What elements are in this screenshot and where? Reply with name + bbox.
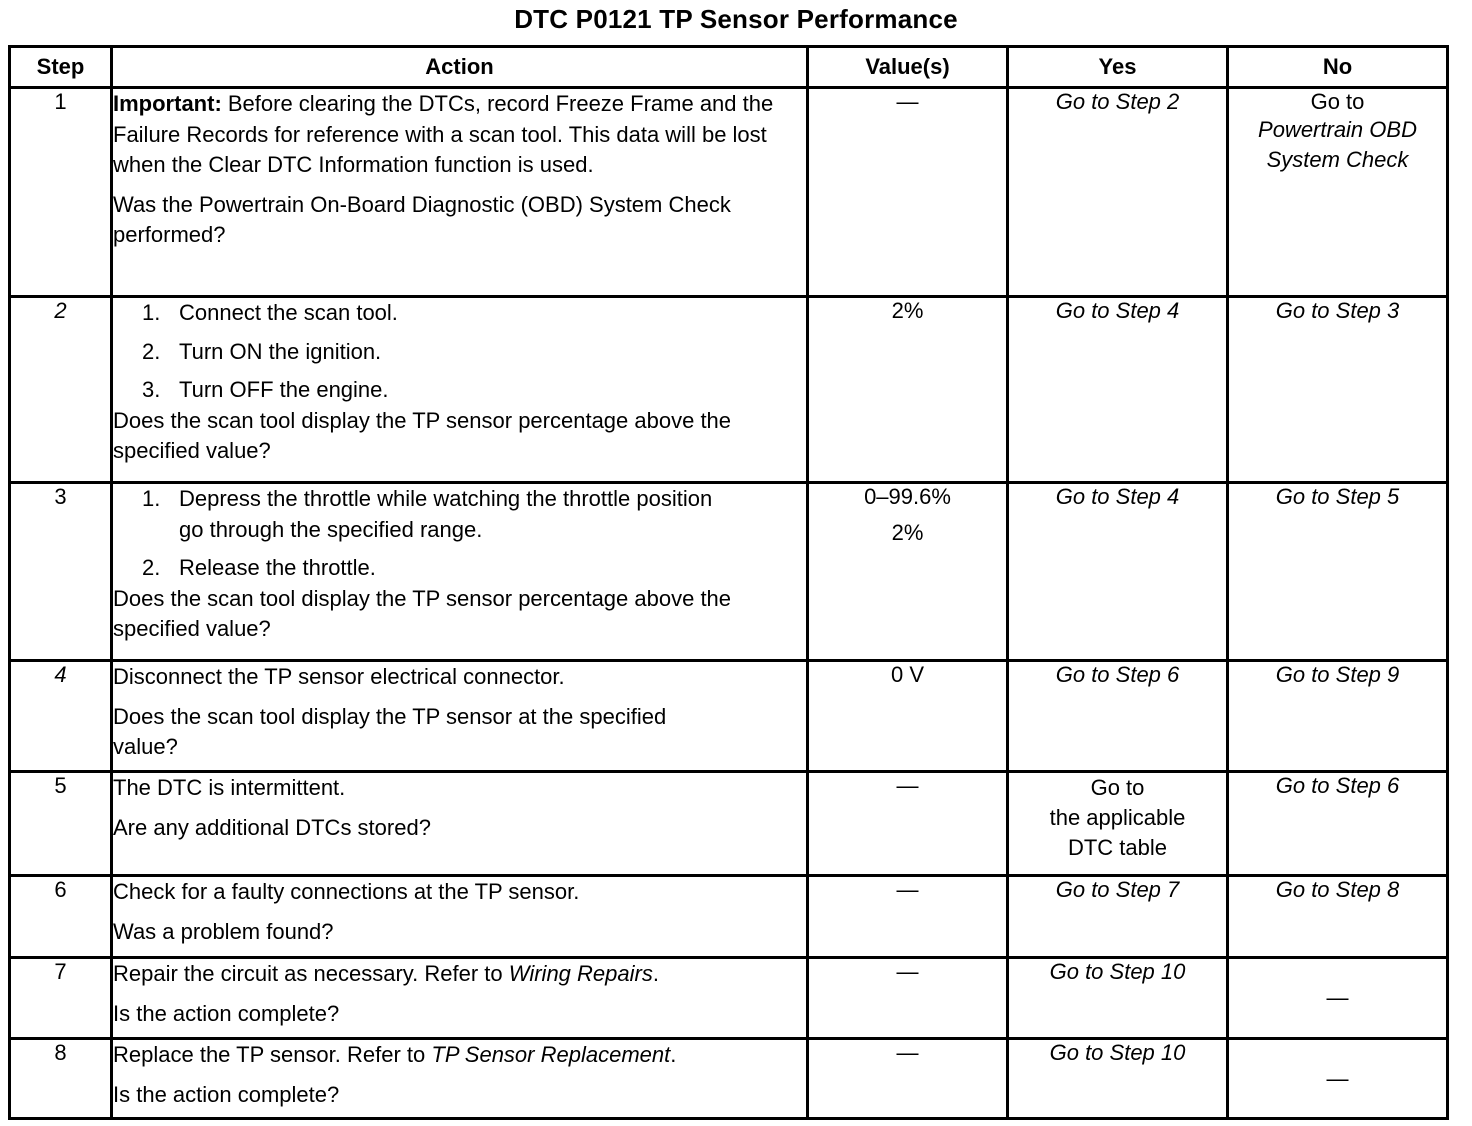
yes-applicable-dtc-table[interactable]: Go to the applicable DTC table — [1008, 772, 1228, 876]
step-number: 6 — [10, 876, 112, 958]
action-text: The DTC is intermittent. — [113, 775, 346, 800]
no-link-powertrain-obd-system-check[interactable]: Powertrain OBD System Check — [1258, 117, 1417, 172]
action-list — [113, 484, 806, 584]
action-question: Does the scan tool display the TP sensor at the specified value? — [113, 703, 667, 759]
value-cell: — — [808, 876, 1008, 958]
header-yes: Yes — [1008, 47, 1228, 88]
step-number: 1 — [10, 88, 112, 297]
action-text: Disconnect the TP sensor electrical connector. — [113, 664, 565, 689]
no-go-to-step-3[interactable]: Go to Step 3 — [1228, 297, 1448, 483]
no-go-to-step-5[interactable]: Go to Step 5 — [1228, 483, 1448, 661]
yes-go-to-step-6[interactable]: Go to Step 6 — [1008, 661, 1228, 772]
tp-sensor-replacement-link[interactable]: TP Sensor Replacement — [431, 1042, 671, 1067]
list-item: 1. Connect the scan tool. — [142, 300, 398, 325]
action-cell — [112, 297, 808, 483]
table-row — [10, 876, 1448, 958]
yes-go-to-step-10[interactable]: Go to Step 10 — [1008, 958, 1228, 1039]
important-label: Important: — [113, 91, 222, 116]
no-cell: — — [1228, 1039, 1448, 1119]
action-list — [113, 298, 806, 406]
step-number: 2 — [10, 297, 112, 483]
value-range: 0–99.6% — [864, 484, 951, 509]
value-cell: — — [808, 772, 1008, 876]
value-cell: — — [808, 88, 1008, 297]
action-question: Was the Powertrain On-Board Diagnostic (OBD) System Check performed? — [113, 191, 731, 247]
list-item: 2. Turn ON the ignition. — [142, 338, 382, 364]
no-go-to-step-8[interactable]: Go to Step 8 — [1228, 876, 1448, 958]
action-question: Does the scan tool display the TP sensor percentage above the specified value? — [113, 407, 732, 463]
action-text: Repair the circuit as necessary. Refer to Wiring Repairs. — [113, 961, 659, 986]
step-number: 3 — [10, 483, 112, 661]
action-cell — [112, 1039, 808, 1119]
action-cell — [112, 958, 808, 1039]
action-question: Are any additional DTCs stored? — [113, 814, 431, 840]
no-go-to-step-6[interactable]: Go to Step 6 — [1228, 772, 1448, 876]
action-question: Does the scan tool display the TP sensor percentage above the specified value? — [113, 585, 732, 641]
action-question: Is the action complete? — [113, 1000, 340, 1026]
table-row — [10, 297, 1448, 483]
header-values: Value(s) — [808, 47, 1008, 88]
value-cell: — — [808, 958, 1008, 1039]
step-number: 5 — [10, 772, 112, 876]
action-cell — [112, 661, 808, 772]
no-go-to-step-9[interactable]: Go to Step 9 — [1228, 661, 1448, 772]
value-cell: 0 V — [808, 661, 1008, 772]
value-cell — [808, 483, 1008, 661]
step-number: 7 — [10, 958, 112, 1039]
step-number: 4 — [10, 661, 112, 772]
action-cell — [112, 772, 808, 876]
table-row — [10, 958, 1448, 1039]
yes-go-to-step-4[interactable]: Go to Step 4 — [1008, 297, 1228, 483]
list-item: 3. Turn OFF the engine. — [142, 377, 389, 402]
value-cell: — — [808, 1039, 1008, 1119]
value-cell: 2% — [808, 297, 1008, 483]
no-prefix: Go to — [1310, 89, 1365, 114]
header-no: No — [1228, 47, 1448, 88]
action-question: Is the action complete? — [113, 1081, 340, 1107]
table-row — [10, 483, 1448, 661]
important-text: Before clearing the DTCs, record Freeze Frame and the Failure Records for reference with a scan tool. This data will be lost when the Clear DTC Information function is used. — [113, 91, 774, 177]
no-cell[interactable] — [1228, 88, 1448, 297]
important-note — [113, 89, 806, 181]
table-row — [10, 88, 1448, 297]
table-row — [10, 661, 1448, 772]
table-row — [10, 772, 1448, 876]
yes-go-to-step-2[interactable]: Go to Step 2 — [1008, 88, 1228, 297]
action-text: Replace the TP sensor. Refer to TP Sensor Replacement. — [113, 1042, 677, 1067]
page-title: DTC P0121 TP Sensor Performance — [514, 4, 958, 34]
step-number: 8 — [10, 1039, 112, 1119]
yes-go-to-step-4[interactable]: Go to Step 4 — [1008, 483, 1228, 661]
header-row — [10, 47, 1448, 88]
dtc-table — [8, 45, 1449, 1120]
wiring-repairs-link[interactable]: Wiring Repairs — [508, 961, 653, 986]
yes-go-to-step-7[interactable]: Go to Step 7 — [1008, 876, 1228, 958]
action-cell — [112, 876, 808, 958]
action-cell — [112, 88, 808, 297]
yes-go-to-step-10[interactable]: Go to Step 10 — [1008, 1039, 1228, 1119]
table-row — [10, 1039, 1448, 1119]
header-step: Step — [10, 47, 112, 88]
value-threshold: 2% — [891, 520, 924, 545]
action-cell — [112, 483, 808, 661]
no-cell: — — [1228, 958, 1448, 1039]
action-question: Was a problem found? — [113, 918, 334, 944]
list-item: 2. Release the throttle. — [142, 555, 376, 580]
list-item: 1. Depress the throttle while watching the throttle position go through the specified range. — [142, 486, 713, 542]
header-action: Action — [112, 47, 808, 88]
action-text: Check for a faulty connections at the TP sensor. — [113, 879, 580, 904]
